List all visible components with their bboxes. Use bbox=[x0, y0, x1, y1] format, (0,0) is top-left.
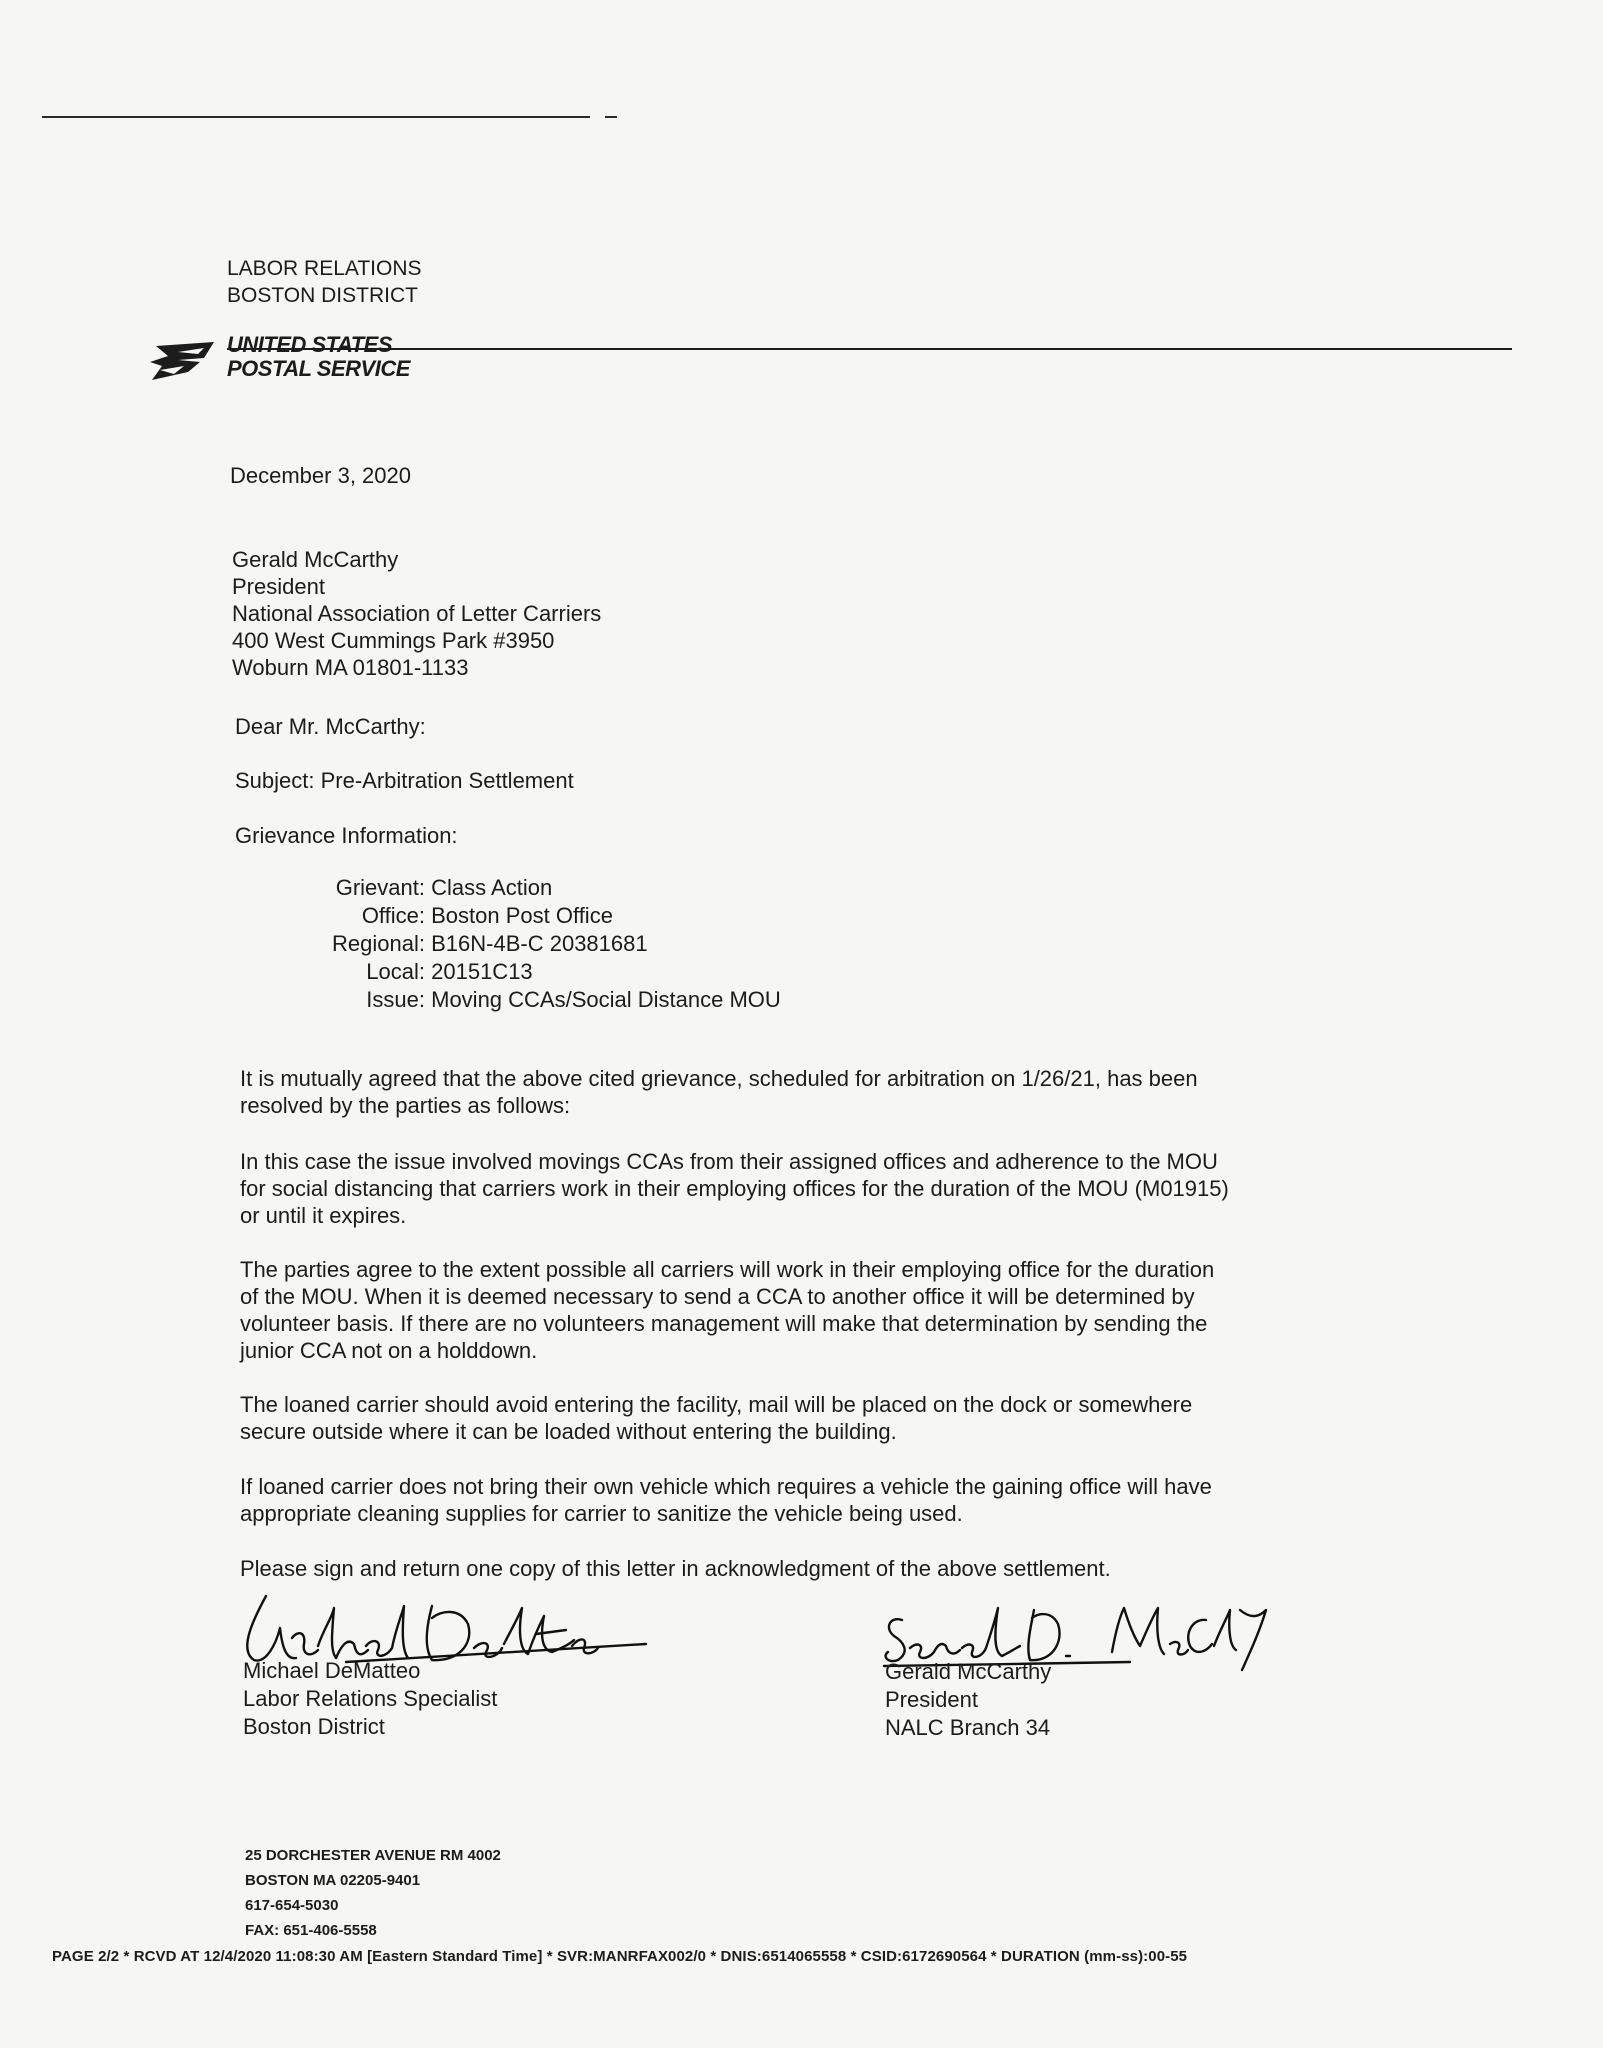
grievance-value: B16N-4B-C 20381681 bbox=[431, 931, 648, 956]
grievance-grievant bbox=[237, 874, 552, 902]
grievance-value: Boston Post Office bbox=[431, 903, 613, 928]
paragraph-line: In this case the issue involved movings CCAs from their assigned offices and adherence to the MOU bbox=[240, 1149, 1218, 1174]
grievance-label: Office: bbox=[361, 903, 425, 928]
department-block bbox=[227, 255, 422, 309]
usps-eagle-logo-icon bbox=[148, 340, 218, 384]
usps-wordmark bbox=[227, 333, 410, 381]
subject-line: Subject: Pre-Arbitration Settlement bbox=[235, 768, 574, 793]
paragraph-line: The loaned carrier should avoid entering the facility, mail will be placed on the dock or somewhere bbox=[240, 1392, 1193, 1417]
sender-address-line-2: BOSTON MA 02205-9401 bbox=[245, 1872, 421, 1889]
department-line-2: BOSTON DISTRICT bbox=[227, 284, 418, 307]
grievance-label: Issue: bbox=[366, 987, 425, 1012]
left-signatory-name: Michael DeMatteo bbox=[243, 1658, 421, 1683]
usps-wordmark-line-2: POSTAL SERVICE bbox=[227, 356, 410, 381]
paragraph-loaned-carrier bbox=[240, 1391, 1370, 1445]
letter-date: December 3, 2020 bbox=[230, 463, 411, 488]
recipient-title: President bbox=[232, 574, 325, 599]
left-signatory-block bbox=[243, 1657, 497, 1741]
sender-fax: FAX: 651-406-5558 bbox=[245, 1922, 377, 1939]
grievance-value: Moving CCAs/Social Distance MOU bbox=[431, 987, 781, 1012]
recipient-block bbox=[232, 546, 601, 681]
paragraph-line: If loaned carrier does not bring their own vehicle which requires a vehicle the gaining office will have bbox=[240, 1474, 1212, 1499]
right-signatory-name: Gerald McCarthy bbox=[885, 1659, 1052, 1684]
paragraph-terms bbox=[240, 1256, 1370, 1364]
recipient-organization: National Association of Letter Carriers bbox=[232, 601, 602, 626]
grievance-label: Local: bbox=[366, 959, 425, 984]
paragraph-line: for social distancing that carriers work in their employing offices for the duration of the MOU (M01915) bbox=[240, 1176, 1229, 1201]
recipient-street: 400 West Cummings Park #3950 bbox=[232, 628, 555, 653]
paragraph-line: The parties agree to the extent possible all carriers will work in their employing office for the duration bbox=[240, 1257, 1215, 1282]
fax-top-rule-dash bbox=[605, 116, 617, 118]
paragraph-line: or until it expires. bbox=[240, 1203, 407, 1228]
department-line-1: LABOR RELATIONS bbox=[227, 257, 422, 280]
fax-top-rule bbox=[42, 116, 590, 118]
grievance-heading: Grievance Information: bbox=[235, 823, 458, 848]
left-signatory-title: Labor Relations Specialist bbox=[243, 1686, 498, 1711]
recipient-name: Gerald McCarthy bbox=[232, 547, 399, 572]
grievance-office bbox=[237, 902, 613, 930]
grievance-label: Regional: bbox=[332, 931, 425, 956]
paragraph-line: secure outside where it can be loaded without entering the building. bbox=[240, 1419, 897, 1444]
paragraph-line: volunteer basis. If there are no volunteers management will make that determination by sending the bbox=[240, 1311, 1208, 1336]
usps-wordmark-line-1: UNITED STATES bbox=[227, 332, 393, 357]
sender-address-line-1: 25 DORCHESTER AVENUE RM 4002 bbox=[245, 1847, 501, 1864]
grievance-value: 20151C13 bbox=[431, 959, 533, 984]
fax-transmission-header: PAGE 2/2 * RCVD AT 12/4/2020 11:08:30 AM [Eastern Standard Time] * SVR:MANRFAX002/0 * DNIS:6514065558 * CSID:6172690564 * DURATION (mm-ss):00-55 bbox=[52, 1948, 1188, 1965]
paragraph-line: appropriate cleaning supplies for carrier to sanitize the vehicle being used. bbox=[240, 1501, 963, 1526]
salutation: Dear Mr. McCarthy: bbox=[235, 714, 426, 739]
recipient-city: Woburn MA 01801-1133 bbox=[232, 655, 469, 680]
paragraph-line: resolved by the parties as follows: bbox=[240, 1093, 571, 1118]
right-signatory-title: President bbox=[885, 1687, 978, 1712]
grievance-value: Class Action bbox=[431, 875, 553, 900]
grievance-regional bbox=[237, 930, 648, 958]
paragraph-vehicle bbox=[240, 1473, 1370, 1527]
paragraph-issue bbox=[240, 1148, 1370, 1229]
right-signatory-block bbox=[885, 1658, 1051, 1742]
left-signatory-unit: Boston District bbox=[243, 1714, 385, 1739]
paragraph-line: Please sign and return one copy of this letter in acknowledgment of the above settlement. bbox=[240, 1556, 1111, 1581]
paragraph-line: It is mutually agreed that the above cited grievance, scheduled for arbitration on 1/26/21, has been bbox=[240, 1066, 1198, 1091]
paragraph-line: junior CCA not on a holddown. bbox=[240, 1338, 538, 1363]
grievance-issue bbox=[237, 986, 781, 1014]
right-signatory-unit: NALC Branch 34 bbox=[885, 1715, 1051, 1740]
sender-phone: 617-654-5030 bbox=[245, 1897, 339, 1914]
sender-address-block bbox=[245, 1843, 501, 1943]
paragraph-agreement bbox=[240, 1065, 1370, 1119]
logo-rule bbox=[227, 348, 1512, 350]
paragraph-acknowledgment bbox=[240, 1555, 1370, 1582]
grievance-label: Grievant: bbox=[335, 875, 425, 900]
paragraph-line: of the MOU. When it is deemed necessary to send a CCA to another office it will be determined by bbox=[240, 1284, 1195, 1309]
grievance-local bbox=[237, 958, 533, 986]
